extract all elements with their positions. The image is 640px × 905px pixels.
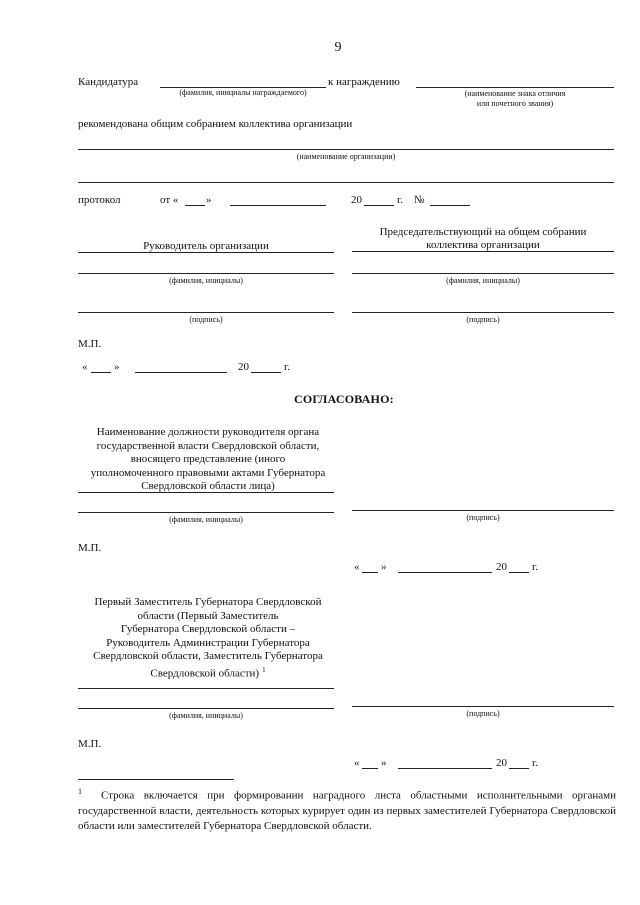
stamp-place-2: М.П. xyxy=(78,542,102,554)
protocol-year-line[interactable] xyxy=(364,205,394,206)
award-caption-1: (наименование знака отличия xyxy=(464,89,566,98)
agreed-block-1-signature-caption: (подпись) xyxy=(466,513,500,522)
agreed-block-1-name-caption: (фамилия, инициалы) xyxy=(169,515,243,524)
agreed-block-1-line: уполномоченного правовыми актами Губернатора xyxy=(90,466,326,479)
to-award-label: к награждению xyxy=(328,76,400,88)
protocol-label: протокол xyxy=(78,194,121,206)
organization-line-1[interactable] xyxy=(78,149,614,150)
agreed-block-1-position xyxy=(78,426,338,494)
head-title-line xyxy=(78,252,334,253)
date2-close-quote: » xyxy=(381,561,387,573)
agreed-block-2-footnote-mark: 1 xyxy=(262,665,266,674)
protocol-number-line[interactable] xyxy=(430,205,470,206)
agreed-title: СОГЛАСОВАНО: xyxy=(294,392,394,406)
organization-line-2[interactable] xyxy=(78,182,614,183)
agreed-block-2-title-line xyxy=(78,688,334,689)
agreed-block-1-signature-line[interactable] xyxy=(352,510,614,511)
protocol-year: 20 xyxy=(351,194,362,206)
date1-year: 20 xyxy=(238,361,249,373)
chair-title-line xyxy=(352,251,614,252)
date3-suffix: г. xyxy=(532,757,539,769)
head-name-caption: (фамилия, инициалы) xyxy=(169,276,243,285)
chair-title-1: Председательствующий на общем собрании xyxy=(379,226,587,238)
recommended-text: рекомендована общим собранием коллектива организации xyxy=(78,118,353,130)
agreed-block-1-title-line xyxy=(78,492,334,493)
award-caption-2: или почетного звания) xyxy=(476,99,554,108)
date3-year: 20 xyxy=(496,757,507,769)
protocol-close-quote: » xyxy=(206,194,212,206)
agreed-block-2-name-caption: (фамилия, инициалы) xyxy=(169,711,243,720)
date3-month-line[interactable] xyxy=(398,768,492,769)
date1-close-quote: » xyxy=(114,361,120,373)
agreed-block-1-line: Свердловской области лица) xyxy=(141,480,275,492)
agreed-block-2-position xyxy=(78,596,338,681)
agreed-block-2-line xyxy=(78,664,338,681)
agreed-block-1-line: Наименование должности руководителя органа xyxy=(96,426,320,438)
footnote-mark: 1 xyxy=(78,787,82,796)
agreed-block-2-signature-line[interactable] xyxy=(352,706,614,707)
protocol-day-line[interactable] xyxy=(185,205,205,206)
nominee-name-caption: (фамилия, инициалы награждаемого) xyxy=(179,88,307,97)
date1-month-line[interactable] xyxy=(135,372,227,373)
footnote-separator xyxy=(78,779,234,780)
page-number: 9 xyxy=(334,40,342,55)
agreed-block-2-last-line: Свердловской области) xyxy=(150,667,260,680)
footnote-text: Строка включается при формировании наградного листа областными исполнительными органами государственной власти, деятельность которых курирует один из первых заместителей Губернатора Свердловской области или заместителей Губернатора Свердловской области. xyxy=(78,789,617,832)
protocol-year-suffix: г. xyxy=(397,194,404,206)
footnote xyxy=(78,784,616,834)
chair-signature-line[interactable] xyxy=(352,312,614,313)
agreed-block-2-line: Руководитель Администрации Губернатора xyxy=(106,636,310,649)
date1-day-line[interactable] xyxy=(91,372,111,373)
protocol-from: от « xyxy=(160,194,179,206)
organization-caption: (наименование организации) xyxy=(296,152,396,161)
award-name-line[interactable] xyxy=(416,87,614,88)
date2-suffix: г. xyxy=(532,561,539,573)
agreed-block-1-line: вносящего представление (иного xyxy=(130,453,286,465)
date3-close-quote: » xyxy=(381,757,387,769)
date3-day-line[interactable] xyxy=(362,768,378,769)
agreed-block-1-name-line[interactable] xyxy=(78,512,334,513)
date2-day-line[interactable] xyxy=(362,572,378,573)
head-name-line[interactable] xyxy=(78,273,334,274)
agreed-block-2-name-line[interactable] xyxy=(78,708,334,709)
date1-suffix: г. xyxy=(284,361,291,373)
head-signature-caption: (подпись) xyxy=(189,315,223,324)
chair-signature-caption: (подпись) xyxy=(466,315,500,324)
agreed-block-2-signature-caption: (подпись) xyxy=(466,709,500,718)
agreed-block-2-line: области (Первый Заместитель xyxy=(137,609,279,622)
agreed-block-2-line: Первый Заместитель Губернатора Свердловской xyxy=(94,596,322,608)
date2-year: 20 xyxy=(496,561,507,573)
agreed-block-2-line: Губернатора Свердловской области – xyxy=(120,623,296,635)
head-of-organization: Руководитель организации xyxy=(143,240,269,252)
agreed-block-2-line: Свердловской области, Заместитель Губернатора xyxy=(93,650,323,662)
date1-year-line[interactable] xyxy=(251,372,281,373)
date2-month-line[interactable] xyxy=(398,572,492,573)
date2-open-quote: « xyxy=(354,561,360,573)
candidacy-label: Кандидатура xyxy=(78,76,139,88)
chair-name-line[interactable] xyxy=(352,273,614,274)
agreed-block-1-line: государственной власти Свердловской области, xyxy=(96,439,320,452)
stamp-place-3: М.П. xyxy=(78,738,102,750)
date1-open-quote: « xyxy=(82,361,88,373)
protocol-month-line[interactable] xyxy=(230,205,326,206)
stamp-place-1: М.П. xyxy=(78,338,102,350)
head-signature-line[interactable] xyxy=(78,312,334,313)
chair-title-2: коллектива организации xyxy=(426,239,540,251)
protocol-number-sign: № xyxy=(414,194,425,206)
date3-year-line[interactable] xyxy=(509,768,529,769)
date3-open-quote: « xyxy=(354,757,360,769)
chair-name-caption: (фамилия, инициалы) xyxy=(446,276,520,285)
date2-year-line[interactable] xyxy=(509,572,529,573)
